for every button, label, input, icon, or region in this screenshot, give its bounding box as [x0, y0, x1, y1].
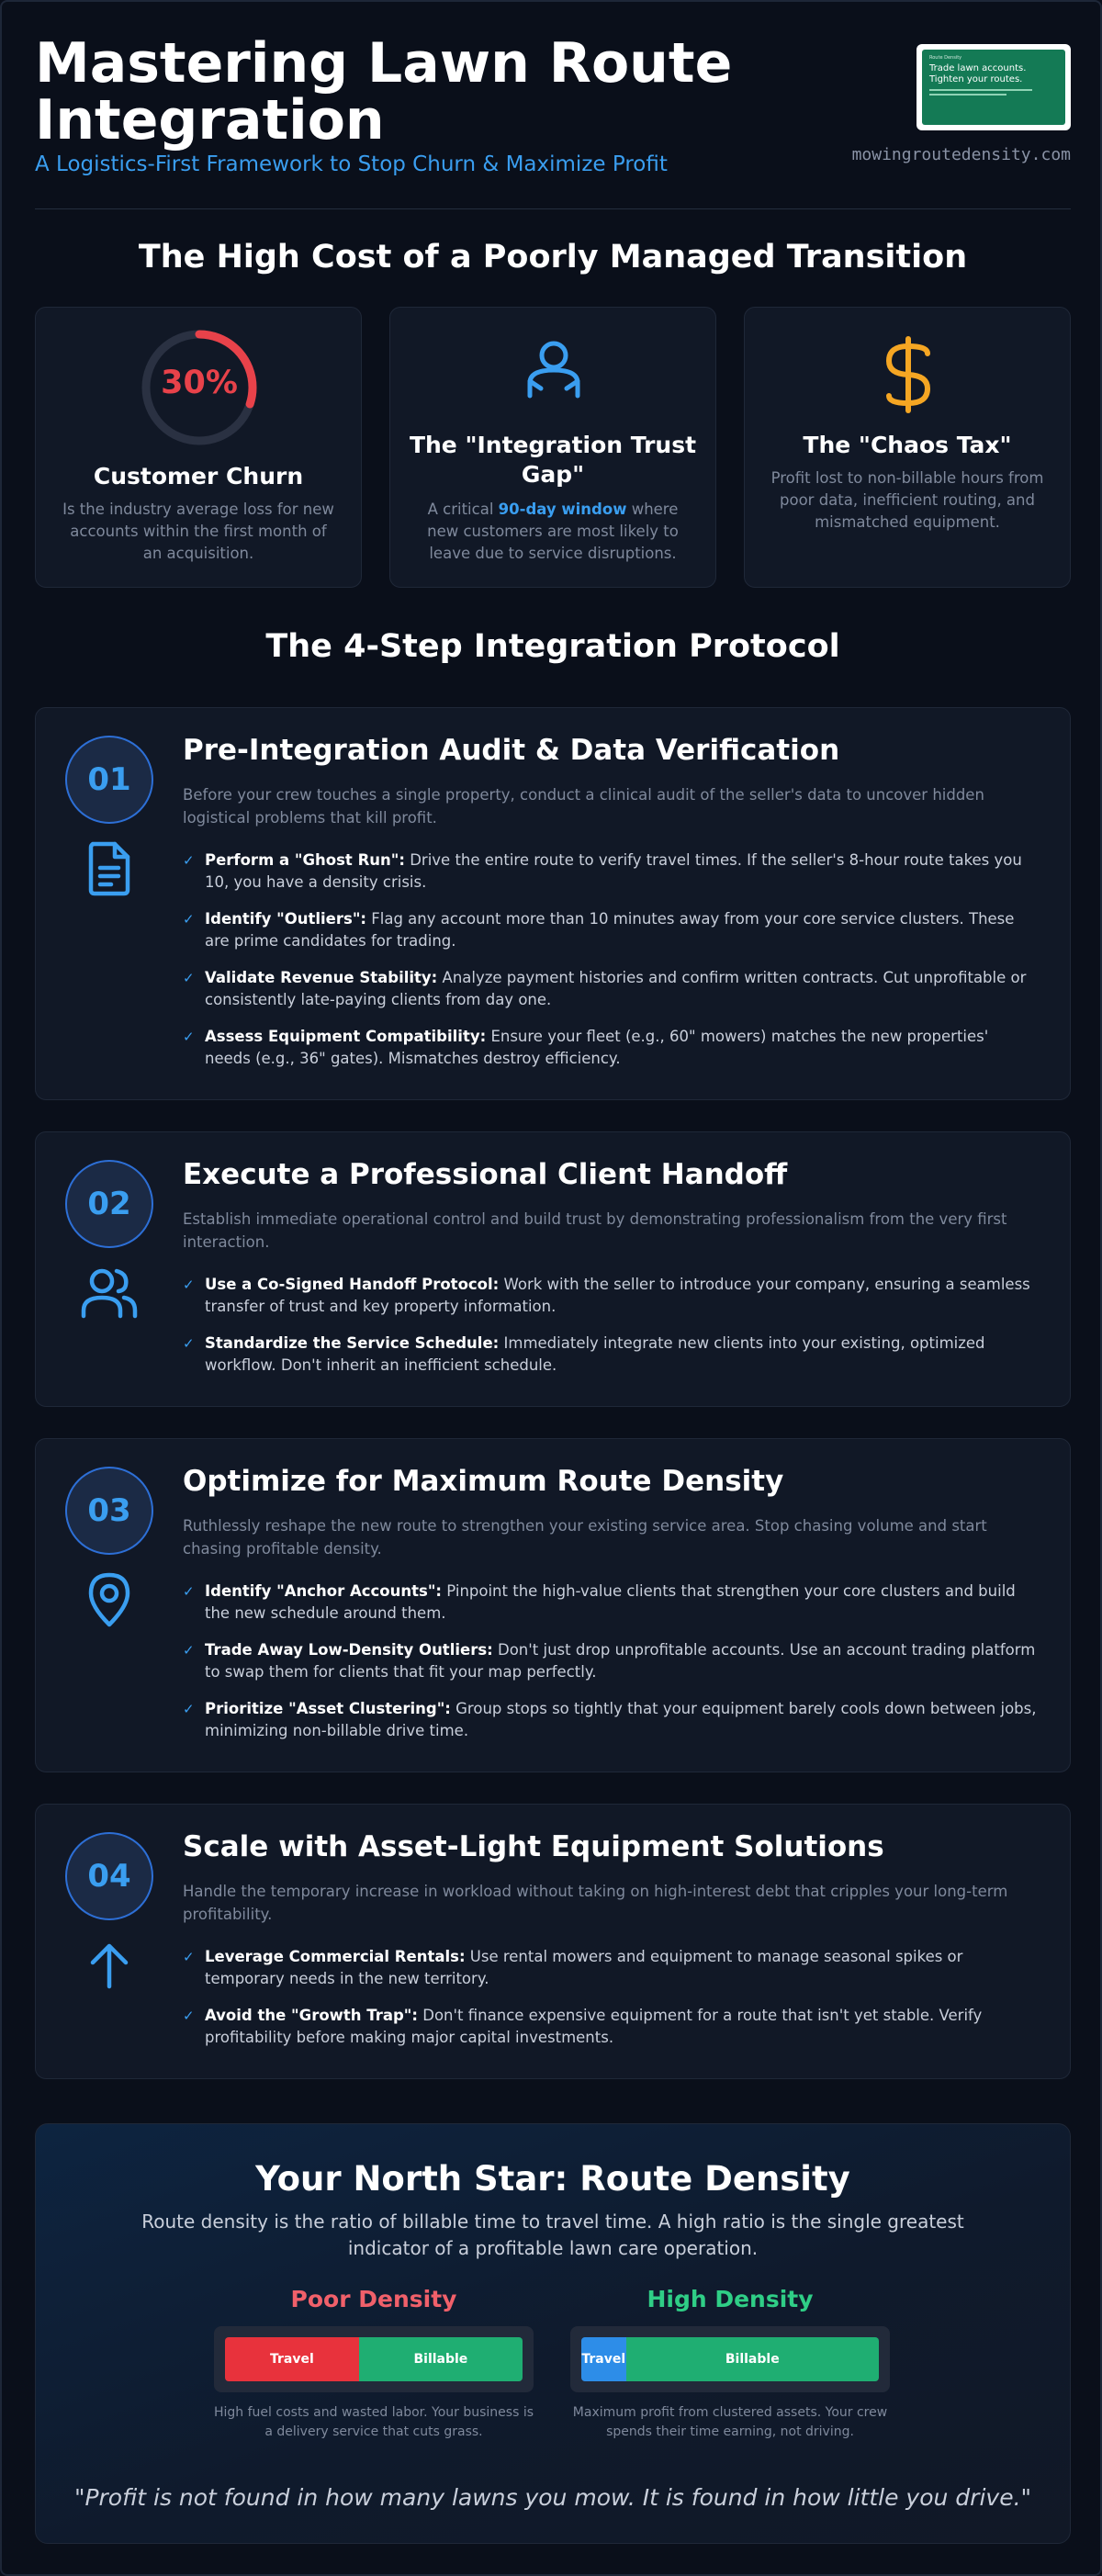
document-icon	[80, 838, 139, 897]
check-icon: ✓	[183, 1583, 195, 1600]
step-bullet: ✓ Identify "Outliers": Flag any account more than 10 minutes away from your core service clusters. These are prime candidates for trading.	[183, 910, 1015, 950]
trust-gap-desc: A critical 90-day window where new customers are most likely to leave due to service disruptions.	[427, 501, 679, 562]
churn-ring	[140, 328, 259, 447]
step-bullet: ✓ Standardize the Service Schedule: Immediately integrate new clients into your existing, optimized workflow. Don't inherit an inefficient schedule.	[183, 1334, 985, 1374]
check-icon: ✓	[183, 2008, 195, 2024]
check-icon: ✓	[183, 1642, 195, 1659]
thumbnail-headline: Trade lawn accounts. Tighten your routes.	[929, 63, 1027, 84]
step-bullet: ✓ Trade Away Low-Density Outliers: Don't just drop unprofitable accounts. Use an account trading platform to swap them for clients that fit your map perfectly.	[183, 1641, 1036, 1681]
person-icon	[517, 335, 590, 409]
step-number: 01	[65, 736, 153, 824]
check-icon: ✓	[183, 1277, 195, 1293]
chaos-tax-desc: Profit lost to non-billable hours from poor data, inefficient routing, and mismatched equipment.	[770, 469, 1044, 531]
step-card-4	[35, 1804, 1071, 2079]
step-bullet: ✓ Identify "Anchor Accounts": Pinpoint the high-value clients that strengthen your core clusters and build the new schedule around them.	[183, 1582, 1016, 1622]
site-url[interactable]: mowingroutedensity.com	[851, 145, 1071, 164]
check-icon: ✓	[183, 1029, 195, 1045]
churn-desc: Is the industry average loss for new accounts within the first month of an acquisition.	[62, 501, 334, 562]
dollar-icon	[876, 333, 940, 416]
high-density-title: High Density	[647, 2286, 814, 2312]
step-desc: Establish immediate operational control and build trust by demonstrating professionalism from the very first interaction.	[183, 1210, 1007, 1251]
step-bullet: ✓ Assess Equipment Compatibility: Ensure your fleet (e.g., 60" mowers) matches the new properties' needs (e.g., 36" gates). Mismatches destroy efficiency.	[183, 1028, 989, 1067]
step-number: 02	[65, 1160, 153, 1248]
page-title: Mastering Lawn Route Integration	[35, 31, 733, 152]
step-title: Pre-Integration Audit & Data Verification	[183, 734, 840, 767]
churn-card	[35, 307, 362, 588]
check-icon: ✓	[183, 852, 195, 869]
trust-gap-highlight: 90-day window	[498, 501, 627, 518]
trust-gap-card	[389, 307, 716, 588]
map-pin-icon	[80, 1569, 139, 1628]
step-card-2	[35, 1131, 1071, 1407]
step-bullet: ✓ Validate Revenue Stability: Analyze payment histories and confirm written contracts. Cut unprofitable or consistently late-paying clients from day one.	[183, 969, 1027, 1008]
poor-density-note: High fuel costs and wasted labor. Your business is a delivery service that cuts grass.	[214, 2405, 534, 2439]
step-card-3	[35, 1438, 1071, 1772]
check-icon: ✓	[183, 1949, 195, 1965]
step-bullet: ✓ Leverage Commercial Rentals: Use rental mowers and equipment to manage seasonal spikes or temporary needs in the new territory.	[183, 1948, 963, 1987]
north-star-desc: Route density is the ratio of billable time to travel time. A high ratio is the single greatest indicator of a profitable lawn care operation.	[141, 2210, 964, 2259]
step-card-1	[35, 707, 1071, 1100]
header	[35, 31, 1071, 209]
north-star-panel	[35, 2123, 1071, 2544]
cost-heading: The High Cost of a Poorly Managed Transition	[138, 239, 968, 276]
churn-value: 30%	[161, 365, 238, 401]
step-bullet: ✓ Perform a "Ghost Run": Drive the entire route to verify travel times. If the seller's 8-hour route takes you 10, you have a density crisis.	[183, 851, 1022, 891]
high-density-note: Maximum profit from clustered assets. Your crew spends their time earning, not driving.	[572, 2405, 888, 2439]
step-number: 03	[65, 1467, 153, 1555]
chaos-tax-card	[744, 307, 1071, 588]
step-bullet: ✓ Avoid the "Growth Trap": Don't finance expensive equipment for a route that isn't yet stable. Verify profitability before making major capital investments.	[183, 2007, 983, 2046]
check-icon: ✓	[183, 1335, 195, 1352]
step-bullets	[183, 1580, 1037, 1757]
chaos-tax-title: The "Chaos Tax"	[803, 432, 1012, 458]
high-density-bar	[570, 2326, 890, 2392]
check-icon: ✓	[183, 1701, 195, 1717]
step-number: 04	[65, 1832, 153, 1920]
step-bullets	[183, 1274, 1037, 1391]
preview-thumbnail	[916, 44, 1071, 130]
travel-segment: Travel	[225, 2337, 359, 2381]
poor-density-bar	[214, 2326, 534, 2392]
north-star-title: Your North Star: Route Density	[255, 2159, 850, 2199]
step-desc: Before your crew touches a single property, conduct a clinical audit of the seller's data to uncover hidden logistical problems that kill profit.	[183, 786, 984, 827]
step-desc: Handle the temporary increase in workload without taking on high-interest debt that cripples your long-term profitability.	[183, 1883, 1008, 1923]
step-bullet: ✓ Prioritize "Asset Clustering": Group stops so tightly that your equipment barely cools down between jobs, minimizing non-billable drive time.	[183, 1700, 1037, 1739]
check-icon: ✓	[183, 911, 195, 928]
closing-quote: "Profit is not found in how many lawns you mow. It is found in how little you drive."	[73, 2484, 1032, 2511]
users-icon	[80, 1263, 139, 1322]
step-bullet: ✓ Use a Co-Signed Handoff Protocol: Work with the seller to introduce your company, ensuring a seamless transfer of trust and key property information.	[183, 1276, 1030, 1315]
billable-segment: Billable	[626, 2337, 879, 2381]
step-bullets	[183, 1946, 1037, 2064]
step-title: Execute a Professional Client Handoff	[183, 1158, 788, 1191]
billable-segment: Billable	[359, 2337, 523, 2381]
check-icon: ✓	[183, 970, 195, 986]
step-bullets	[183, 849, 1037, 1085]
step-title: Scale with Asset-Light Equipment Solutions	[183, 1830, 884, 1863]
poor-density-title: Poor Density	[290, 2286, 457, 2312]
page-subtitle: A Logistics-First Framework to Stop Churn & Maximize Profit	[35, 152, 668, 176]
step-title: Optimize for Maximum Route Density	[183, 1465, 784, 1498]
thumbnail-eyebrow: Route Density	[929, 55, 962, 61]
step-desc: Ruthlessly reshape the new route to strengthen your existing service area. Stop chasing volume and start chasing profitable density.	[183, 1517, 987, 1558]
trust-gap-title: The "Integration Trust Gap"	[409, 432, 697, 488]
travel-segment: Travel	[581, 2337, 626, 2381]
protocol-heading: The 4-Step Integration Protocol	[265, 628, 840, 665]
churn-title: Customer Churn	[93, 463, 304, 489]
arrow-up-icon	[80, 1935, 139, 1994]
